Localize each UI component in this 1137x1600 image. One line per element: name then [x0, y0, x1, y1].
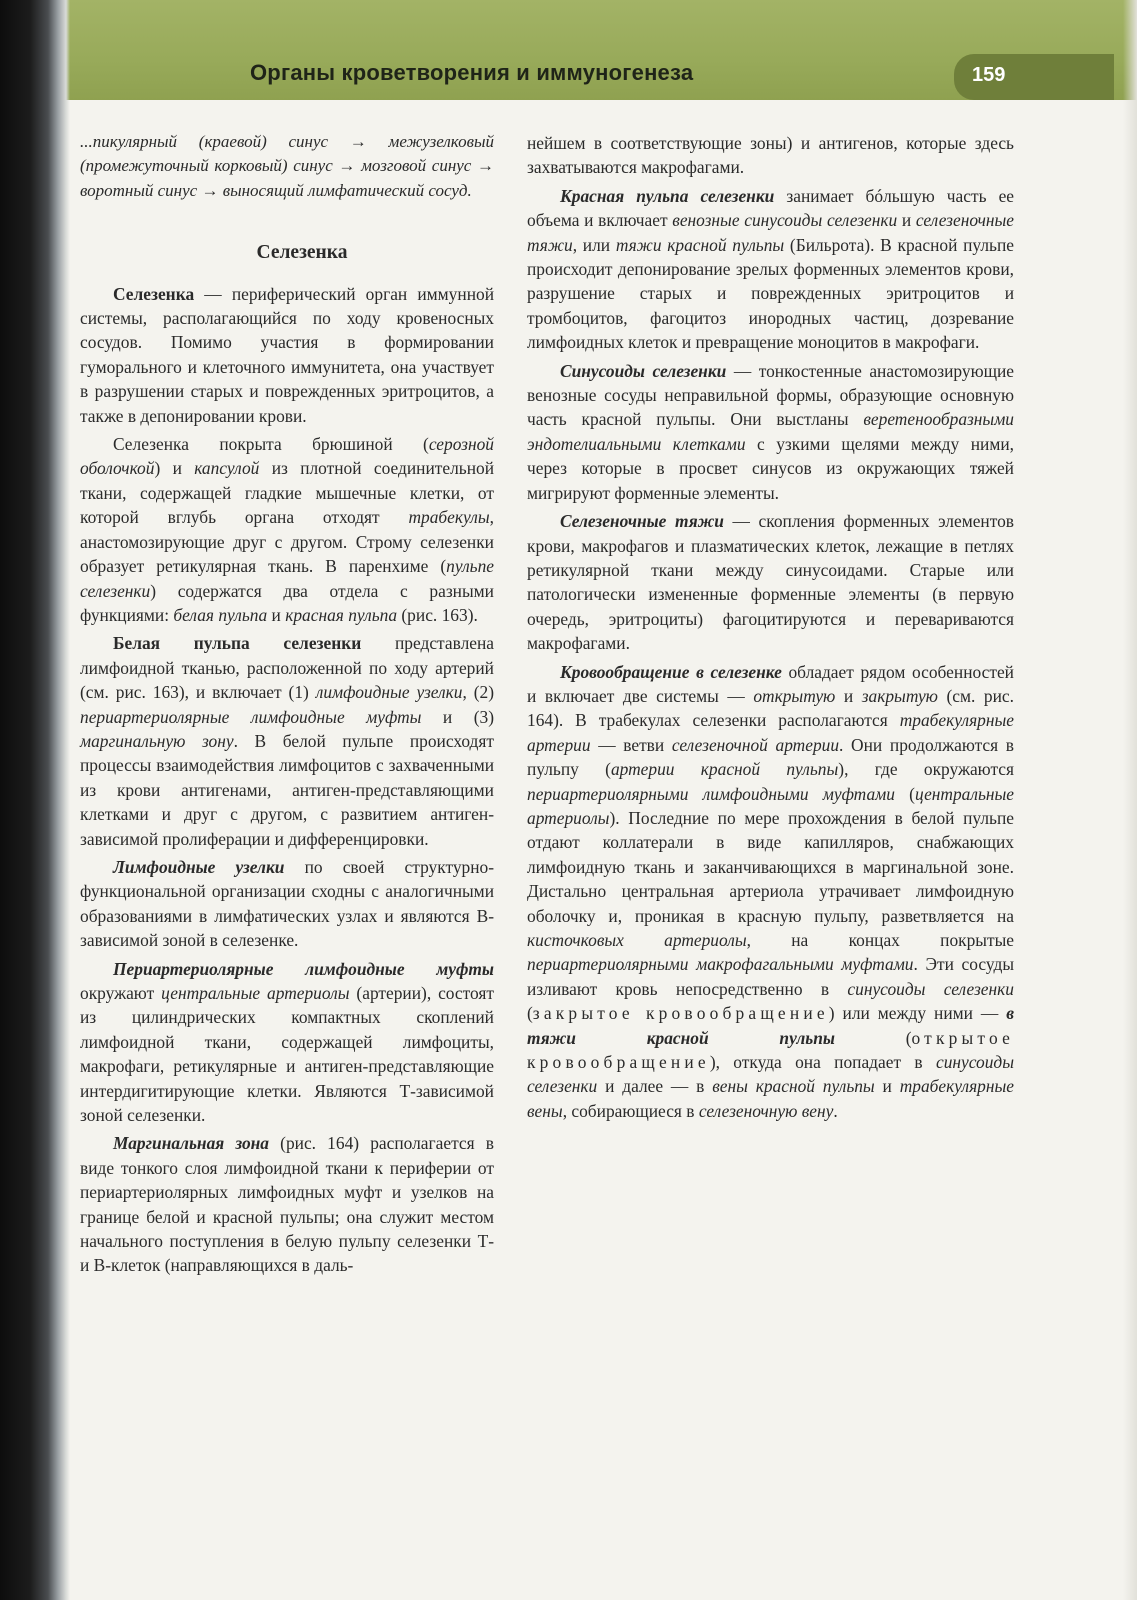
paragraph-splenic-cords: Селезеночные тяжи — скопления форменных элементов крови, макрофагов и плазматических клеток, лежащие в петлях ретикулярной ткани между синусоидами. Старые или патологически измененные форменные элементы (в первую очередь, эритроциты) фагоцитируются и перевариваются макрофагами.	[527, 511, 1015, 654]
paragraph-red-pulp: Красная пульпа селезенки занимает бóльшую часть ее объема и включает венозные синусоиды селезенки и селезеночные тяжи, или тяжи красной пульпы (Бильрота). В красной пульпе происходит депонирование зрелых форменных элементов крови, разрушение старых и поврежденных эритроцитов и тромбоцитов, фагоцитоз инородных частиц, дозревание лимфоидных клеток и превращение моноцитов в макрофаги.	[527, 185, 1015, 353]
page-edge	[1123, 0, 1137, 1600]
intro-paragraph: ...пикулярный (краевой) синус → межузелковый (промежуточный корковый) синус → мозговой синус → воротный синус → выносящий лимфатический сосуд.	[80, 132, 494, 200]
paragraph-spleen-structure: Селезенка покрыта брюшиной (серозной оболочкой) и капсулой из плотной соединительной ткани, содержащей гладкие мышечные клетки, от которой вглубь органа отходят трабекулы, анастомозирующие друг с другом. Строму селезенки образует ретикулярная ткань. В паренхиме (пульпе селезенки) содержатся два отдела с разными функциями: белая пульпа и красная пульпа (рис. 163).	[80, 434, 495, 625]
term: Маргинальная зона	[113, 1133, 269, 1154]
paragraph-continuation: нейшем в соответствующие зоны) и антигенов, которые здесь захватываются макрофагами.	[527, 133, 1014, 178]
section-heading: Селезенка	[256, 242, 348, 264]
page-number: 159	[972, 64, 1006, 86]
paragraph-sinusoids: Синусоиды селезенки — тонкостенные анастомозирующие венозные сосуды неправильной формы, образующие основную часть красной пульпы. Они выстланы веретенообразными эндотелиальными клетками с узкими щелями между ними, через которые в просвет синусов из окружающих тяжей мигрируют форменные элементы.	[527, 360, 1014, 503]
term: Периартериолярные лимфоидные муфты	[113, 958, 494, 979]
paragraph-circulation: Кровообращение в селезенке обладает рядом особенностей и включает две системы — открытую и закрытую (см. рис. 164). В трабекулах селезенки располагаются трабекулярные артерии — ветви селезеночной артерии. Они продолжаются в пульпу (артерии красной пульпы), где окружаются периартериолярными лимфоидными муфтами (центральные артериолы). Последние по мере прохождения в белой пульпе отдают коллатерали в виде капилляров, снабжающих лимфоидную ткань и заканчивающихся в маргинальной зоне. Дистально центральная артериола утрачивает лимфоидную оболочку и, проникая в красную пульпу, разветвляется на кисточковых артериолы, на концах покрытые периартериолярными макрофагальными муфтами. Эти сосуды изливают кровь непосредственно в синусоиды селезенки (закрытое кровообращение) или между ними — в тяжи красной пульпы (открытое кровообращение), откуда она попадает в синусоиды селезенки и далее — в вены красной пульпы и трабекулярные вены, собирающиеся в селезеночную вену.	[527, 661, 1015, 1121]
right-text-column	[527, 131, 1014, 1123]
term: Лимфоидные узелки	[113, 856, 285, 877]
paragraph-marginal-zone: Маргинальная зона (рис. 164) располагается в виде тонкого слоя лимфоидной ткани к периферии от периартериолярных лимфоидных муфт и узелков на границе белой и красной пульпы; она служит местом начального поступления в белую пульпу селезенки Т- и В-клеток (направляющихся в даль-	[80, 1133, 494, 1276]
book-gutter-shadow	[0, 0, 70, 1600]
paragraph-periarteriolar-sheaths: Периартериолярные лимфоидные муфты окружают центральные артериолы (артерии), состоят из цилиндрических компактных скоплений лимфоидной ткани, содержащей лимфоциты, макрофаги, ретикулярные и антиген-представляющие интердигитирующие клетки. Являются Т-зависимой зоной селезенки.	[80, 958, 494, 1126]
paragraph-spleen-definition: Селезенка — периферический орган иммунной системы, располагающийся по ходу кровеносных сосудов. Помимо участия в формировании гуморального и клеточного иммунитета, она участвует в разрушении старых и поврежденных эритроцитов, а также в депонировании крови.	[80, 283, 494, 426]
page-header-title: Органы кроветворения и иммуногенеза	[250, 60, 694, 85]
term: Синусоиды селезенки	[560, 360, 727, 381]
paragraph-lymphoid-nodules: Лимфоидные узелки по своей структурно-функциональной организации сходны с аналогичными образованиями в лимфатических узлах и являются В-зависимой зоной в селезенке.	[80, 856, 495, 951]
term: Кровообращение в селезенке	[560, 661, 782, 682]
paragraph-white-pulp: Белая пульпа селезенки представлена лимфоидной тканью, расположенной по ходу артерий (см. рис. 163), и включает (1) лимфоидные узелки, (2) периартериолярные лимфоидные муфты и (3) маргинальную зону. В белой пульпе происходят процессы взаимодействия лимфоцитов с захваченными из крови антигенами, антиген-представляющими клетками и друг с другом, с развитием антиген-зависимой пролиферации и дифференцировки.	[80, 633, 494, 849]
term: Селезеночные тяжи	[560, 511, 724, 532]
term: Селезенка	[113, 283, 195, 304]
term: Красная пульпа селезенки	[560, 185, 775, 206]
term: Белая пульпа селезенки	[113, 633, 362, 654]
left-text-column	[80, 130, 494, 1278]
